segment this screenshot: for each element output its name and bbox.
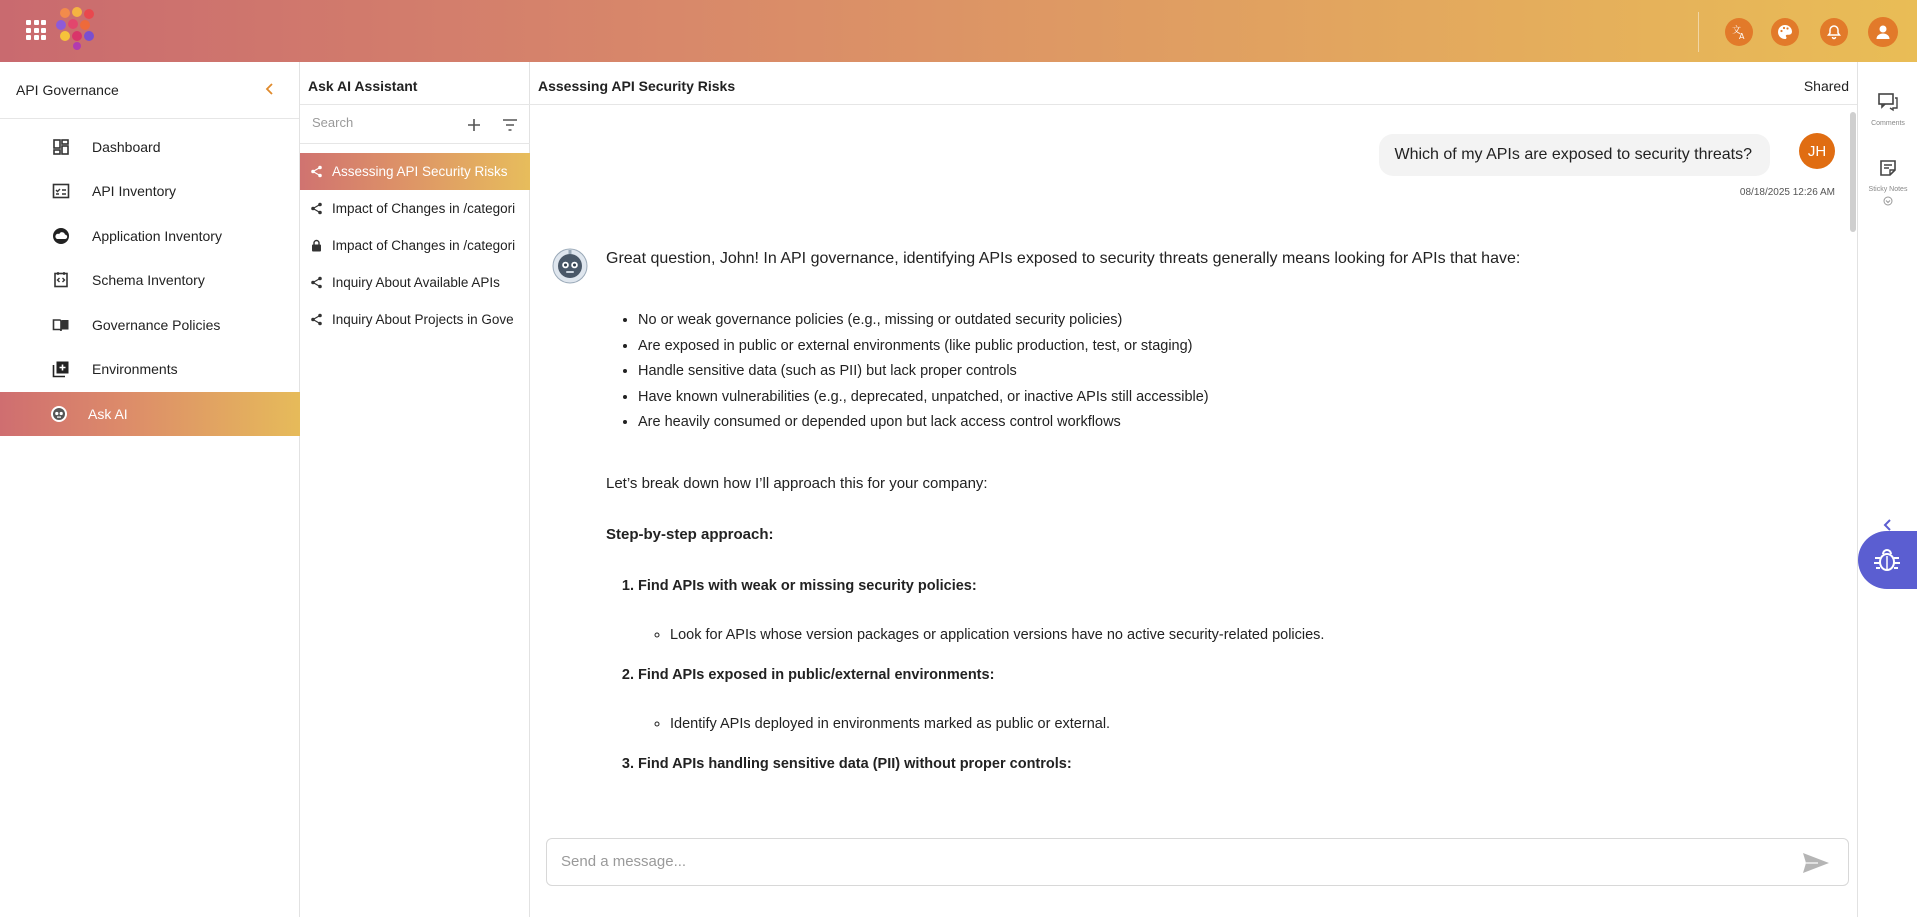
share-icon (310, 165, 323, 178)
comments-label: Comments (1871, 120, 1905, 127)
conversation-item[interactable] (300, 153, 530, 190)
conversation-item-label: Inquiry About Projects in Gove (332, 312, 514, 327)
step-title: Find APIs handling sensitive data (PII) without proper controls: (638, 755, 1072, 772)
collapse-sidebar-icon[interactable] (263, 82, 277, 96)
conversation-item-label: Impact of Changes in /categori (332, 201, 516, 216)
conversation-item[interactable] (300, 301, 530, 338)
sidebar-item-application-inventory[interactable] (0, 214, 300, 258)
sidebar-item-label: Ask AI (88, 406, 128, 422)
conversation-search-input[interactable] (312, 115, 452, 130)
assistant-intro: Great question, John! In API governance, identifying APIs exposed to security threats generally means looking for APIs that have: (606, 250, 1521, 267)
profile-icon[interactable] (1868, 17, 1898, 47)
sidebar-item-label: Governance Policies (92, 317, 221, 333)
conversation-item-label: Assessing API Security Risks (332, 164, 508, 179)
sidebar (0, 62, 300, 917)
step-item (638, 754, 1806, 774)
lock-icon (310, 239, 323, 252)
conversation-item[interactable] (300, 227, 530, 264)
conversation-item[interactable] (300, 190, 530, 227)
bell-icon[interactable] (1820, 18, 1848, 46)
robot-icon (50, 405, 68, 423)
list-item: • Are heavily consumed or depended upon but lack access control workflows (638, 410, 1806, 436)
filter-icon[interactable] (502, 118, 518, 132)
bug-icon (1872, 545, 1902, 575)
list-item: • Have known vulnerabilities (e.g., deprecated, unpatched, or inactive APIs still accessible) (638, 385, 1806, 411)
api-inventory-icon (52, 182, 70, 200)
conversation-search-row (300, 104, 530, 144)
share-icon (310, 313, 323, 326)
header-divider (1698, 12, 1699, 52)
library-add-icon (52, 360, 70, 378)
message-composer (546, 838, 1849, 886)
sidebar-item-label: API Inventory (92, 183, 177, 199)
user-avatar: JH (1799, 133, 1835, 169)
sidebar-title: API Governance (16, 82, 119, 98)
list-item: • No or weak governance policies (e.g., missing or outdated security policies) (638, 308, 1806, 334)
step-detail: ◦ Identify APIs deployed in environments marked as public or external. (670, 714, 1806, 734)
brand-logo[interactable] (52, 5, 102, 51)
sticky-notes-label: Sticky Notes (1868, 186, 1908, 193)
sidebar-item-ask-ai[interactable] (0, 392, 300, 436)
palette-icon[interactable] (1771, 18, 1799, 46)
svg-text:文: 文 (1732, 26, 1742, 36)
step-title: Find APIs with weak or missing security policies: (638, 577, 977, 594)
conversation-panel-title: Ask AI Assistant (308, 78, 418, 94)
list-item: • Are exposed in public or external environments (like public production, test, or staging) (638, 334, 1806, 360)
assistant-avatar-icon (552, 248, 588, 284)
assistant-lead-text: Let’s break down how I’ll approach this for your company: (606, 474, 988, 492)
conversation-item-label: Inquiry About Available APIs (332, 275, 500, 290)
step-item (638, 576, 1806, 645)
sidebar-item-environments[interactable] (0, 347, 300, 391)
conversation-item[interactable] (300, 264, 530, 301)
top-header (0, 0, 1917, 62)
shared-status[interactable]: Shared (1803, 78, 1849, 94)
list-item: • Handle sensitive data (such as PII) but lack proper controls (638, 359, 1806, 385)
apps-grid-icon[interactable] (26, 20, 46, 40)
bug-report-button[interactable] (1858, 531, 1917, 589)
conversation-item-label: Impact of Changes in /categori (332, 238, 516, 253)
chevron-down-icon[interactable] (1883, 196, 1893, 206)
sidebar-item-governance-policies[interactable] (0, 303, 300, 347)
steps-heading: Step-by-step approach: (606, 525, 774, 543)
conversation-panel (300, 62, 530, 917)
chat-scrollbar[interactable] (1850, 112, 1856, 232)
steps-list (606, 576, 1806, 774)
assistant-message (606, 249, 1806, 774)
sidebar-header (0, 62, 299, 119)
right-rail (1857, 62, 1917, 917)
dashboard-icon (52, 138, 70, 156)
schema-icon (52, 271, 70, 289)
book-icon (52, 316, 70, 334)
message-input[interactable] (561, 853, 1761, 870)
share-icon (310, 202, 323, 215)
cloud-icon (52, 227, 70, 245)
message-timestamp: 08/18/2025 12:26 AM (1739, 187, 1835, 198)
sidebar-item-label: Schema Inventory (92, 272, 205, 288)
expand-debug-panel-icon[interactable] (1881, 518, 1895, 532)
translate-icon[interactable] (1725, 18, 1753, 46)
svg-text:A: A (1739, 32, 1745, 40)
add-conversation-icon[interactable] (466, 117, 482, 133)
sidebar-item-api-inventory[interactable] (0, 169, 300, 213)
step-item (638, 665, 1806, 734)
sidebar-item-label: Application Inventory (92, 228, 222, 244)
sidebar-item-schema-inventory[interactable] (0, 258, 300, 302)
sticky-note-icon (1878, 158, 1898, 178)
share-icon (310, 276, 323, 289)
sidebar-item-label: Dashboard (92, 139, 161, 155)
chat-messages (530, 106, 1857, 826)
chat-header (530, 62, 1857, 105)
comments-icon (1877, 92, 1899, 112)
send-icon[interactable] (1802, 852, 1830, 874)
chat-title: Assessing API Security Risks (538, 78, 736, 94)
threat-criteria-list (606, 308, 1806, 436)
comments-button[interactable] (1858, 92, 1917, 127)
user-message-bubble: Which of my APIs are exposed to security threats? (1379, 134, 1771, 176)
sticky-notes-button[interactable] (1858, 158, 1917, 211)
sidebar-item-label: Environments (92, 361, 178, 377)
step-title: Find APIs exposed in public/external environments: (638, 666, 995, 683)
step-detail: ◦ Look for APIs whose version packages or application versions have no active security-related policies. (670, 625, 1806, 645)
sidebar-item-dashboard[interactable] (0, 125, 300, 169)
